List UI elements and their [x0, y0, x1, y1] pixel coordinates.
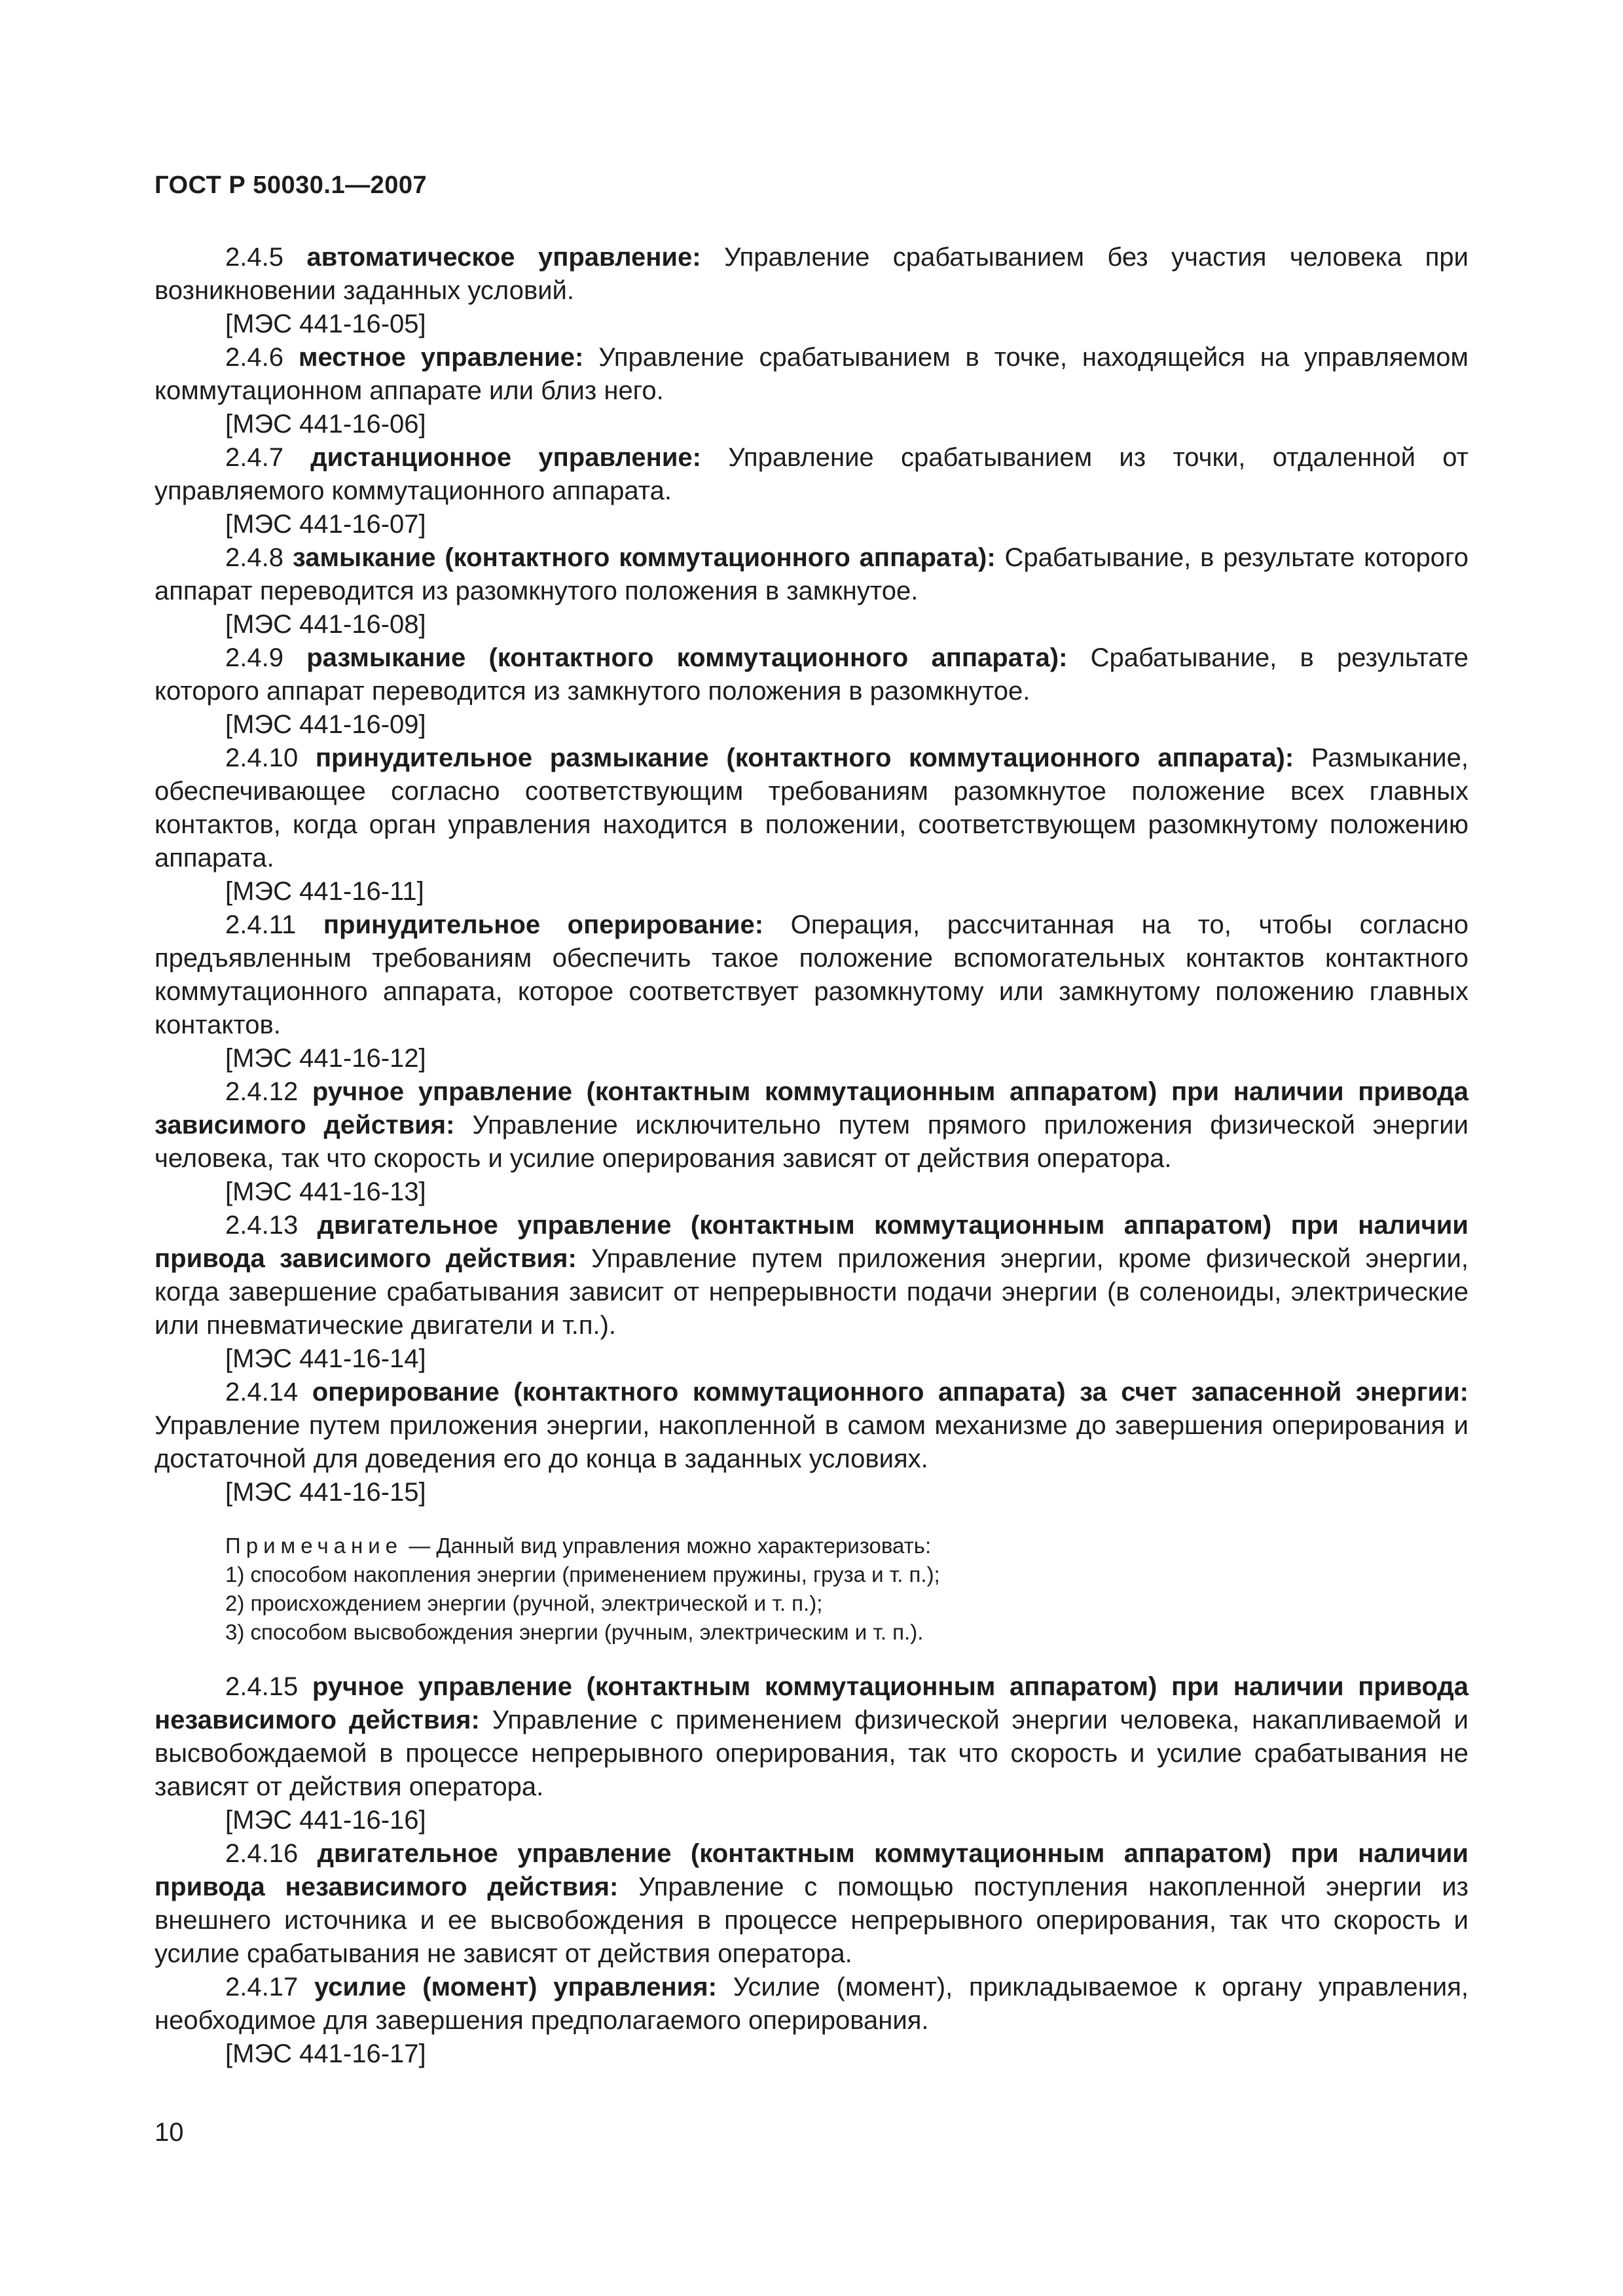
term-definition-paragraph	[155, 441, 1468, 508]
term-title: ручное управление (контактным коммутационным аппаратом) при наличии привода независимого действия:	[155, 1672, 1468, 1734]
term-number: 2.4.9	[225, 643, 283, 672]
iec-reference: [МЭС 441-16-08]	[225, 610, 426, 639]
term-entry	[155, 1209, 1468, 1376]
iec-reference: [МЭС 441-16-15]	[225, 1478, 426, 1507]
term-definition: Операция, рассчитанная на то, чтобы согласно предъявленным требованиям обеспечить такое положение вспомогательных контактов контактного коммутационного аппарата, которое соответствует разомкнутому или замкнутому положению главных контактов.	[155, 910, 1469, 1039]
note-item: 1) способом накопления энергии (применением пружины, груза и т. п.);	[225, 1562, 940, 1587]
term-definition-paragraph	[155, 241, 1468, 308]
term-entry	[155, 1075, 1468, 1209]
term-entry	[155, 1376, 1468, 1509]
term-definition: Усилие (момент), прикладываемое к органу управления, необходимое для завершения предполагаемого оперирования.	[155, 1973, 1468, 2035]
term-entry	[155, 1670, 1468, 1837]
term-title: двигательное управление (контактным коммутационным аппаратом) при наличии привода независимого действия:	[155, 1839, 1468, 1901]
term-number: 2.4.17	[225, 1973, 299, 2001]
term-title: местное управление:	[298, 343, 584, 372]
page-number: 10	[155, 2118, 184, 2147]
term-entry	[155, 1837, 1468, 1971]
term-definition: Управление срабатыванием из точки, отдаленной от управляемого коммутационного аппарата.	[155, 443, 1468, 505]
term-definition: Срабатывание, в результате которого аппарат переводится из разомкнутого положения в замкнутое.	[155, 543, 1468, 605]
term-title: двигательное управление (контактным коммутационным аппаратом) при наличии привода зависимого действия:	[155, 1211, 1468, 1273]
term-entry	[155, 641, 1468, 742]
term-definition-paragraph	[155, 742, 1468, 875]
note-item: 3) способом высвобождения энергии (ручным, электрическим и т. п.).	[225, 1620, 924, 1644]
iec-reference: [МЭС 441-16-05]	[225, 310, 426, 338]
term-definition: Управление с помощью поступления накопленной энергии из внешнего источника и ее высвобождения в процессе непрерывного оперирования, так что скорость и усилие срабатывания не зависят от действия оператора.	[155, 1873, 1468, 1968]
term-number: 2.4.10	[225, 744, 299, 772]
term-title: принудительное размыкание (контактного коммутационного аппарата):	[315, 744, 1294, 772]
term-definition-paragraph	[155, 341, 1468, 408]
term-title: замыкание (контактного коммутационного аппарата):	[292, 543, 996, 572]
term-entry	[155, 742, 1468, 908]
iec-reference: [МЭС 441-16-09]	[225, 710, 426, 739]
term-title: размыкание (контактного коммутационного аппарата):	[306, 643, 1068, 672]
term-number: 2.4.11	[225, 910, 297, 939]
term-number: 2.4.15	[225, 1672, 299, 1701]
term-title: ручное управление (контактным коммутационным аппаратом) при наличии привода зависимого действия:	[155, 1077, 1468, 1139]
term-definition-paragraph	[155, 1971, 1468, 2037]
term-definition-paragraph	[155, 1209, 1468, 1342]
iec-reference: [МЭС 441-16-13]	[225, 1177, 426, 1206]
term-definition-paragraph	[155, 1837, 1468, 1971]
term-number: 2.4.5	[225, 243, 283, 272]
term-number: 2.4.16	[225, 1839, 299, 1868]
iec-reference: [МЭС 441-16-17]	[225, 2039, 426, 2068]
term-definition-paragraph	[155, 908, 1468, 1042]
iec-reference: [МЭС 441-16-14]	[225, 1344, 426, 1373]
note-item: 2) происхождением энергии (ручной, электрической и т. п.);	[225, 1591, 823, 1615]
term-number: 2.4.8	[225, 543, 283, 572]
iec-reference: [МЭС 441-16-16]	[225, 1806, 426, 1835]
term-entry	[155, 241, 1468, 341]
term-number: 2.4.6	[225, 343, 283, 372]
note-intro	[225, 1532, 1468, 1560]
term-definition: Управление срабатыванием без участия человека при возникновении заданных условий.	[155, 243, 1468, 305]
term-definition: Управление путем приложения энергии, накопленной в самом механизме до завершения оперирования и достаточной для доведения его до конца в заданных условиях.	[155, 1411, 1468, 1473]
term-title: усилие (момент) управления:	[314, 1973, 717, 2001]
term-entry	[155, 908, 1468, 1075]
term-entry	[155, 341, 1468, 441]
term-definition-paragraph	[155, 541, 1468, 608]
term-definition: Управление исключительно путем прямого приложения физической энергии человека, так что скорость и усилие оперирования зависят от действия оператора.	[155, 1111, 1468, 1173]
term-number: 2.4.7	[225, 443, 283, 472]
term-definition: Управление срабатыванием в точке, находящейся на управляемом коммутационном аппарате или близ него.	[155, 343, 1468, 405]
iec-reference: [МЭС 441-16-12]	[225, 1044, 426, 1073]
document-body	[155, 241, 1468, 2071]
term-definition: Управление с применением физической энергии человека, накапливаемой и высвобождаемой в процессе непрерывного оперирования, так что скорость и усилие срабатывания не зависят от действия оператора.	[155, 1706, 1468, 1801]
term-definition-paragraph	[155, 641, 1468, 708]
note-label: Примечание	[225, 1534, 403, 1558]
term-definition-paragraph	[155, 1075, 1468, 1175]
term-list-after-note	[155, 1670, 1468, 2071]
term-title: оперирование (контактного коммутационного аппарата) за счет запасенной энергии:	[312, 1378, 1468, 1407]
iec-reference: [МЭС 441-16-11]	[225, 877, 424, 906]
term-number: 2.4.12	[225, 1077, 299, 1106]
term-definition-paragraph	[155, 1376, 1468, 1476]
term-definition: Управление путем приложения энергии, кроме физической энергии, когда завершение срабатывания зависит от непрерывности подачи энергии (в соленоиды, электрические или пневматические двигатели и т.п.).	[155, 1244, 1468, 1340]
term-entry	[155, 441, 1468, 541]
term-entry	[155, 541, 1468, 641]
term-list-before-note	[155, 241, 1468, 1509]
note-intro-text: — Данный вид управления можно характеризовать:	[409, 1534, 932, 1558]
term-definition: Размыкание, обеспечивающее согласно соответствующим требованиям разомкнутое положение всех главных контактов, когда орган управления находится в положении, соответствующем разомкнутому положению аппарата.	[155, 744, 1468, 872]
iec-reference: [МЭС 441-16-06]	[225, 410, 426, 439]
note-block	[225, 1532, 1468, 1647]
term-number: 2.4.14	[225, 1378, 299, 1407]
term-entry	[155, 1971, 1468, 2071]
term-definition: Срабатывание, в результате которого аппарат переводится из замкнутого положения в разомкнутое.	[155, 643, 1468, 706]
term-title: принудительное оперирование:	[323, 910, 764, 939]
document-header: ГОСТ Р 50030.1—2007	[155, 171, 428, 199]
term-definition-paragraph	[155, 1670, 1468, 1804]
iec-reference: [МЭС 441-16-07]	[225, 510, 426, 539]
term-title: дистанционное управление:	[310, 443, 701, 472]
term-title: автоматическое управление:	[306, 243, 701, 272]
term-number: 2.4.13	[225, 1211, 299, 1240]
